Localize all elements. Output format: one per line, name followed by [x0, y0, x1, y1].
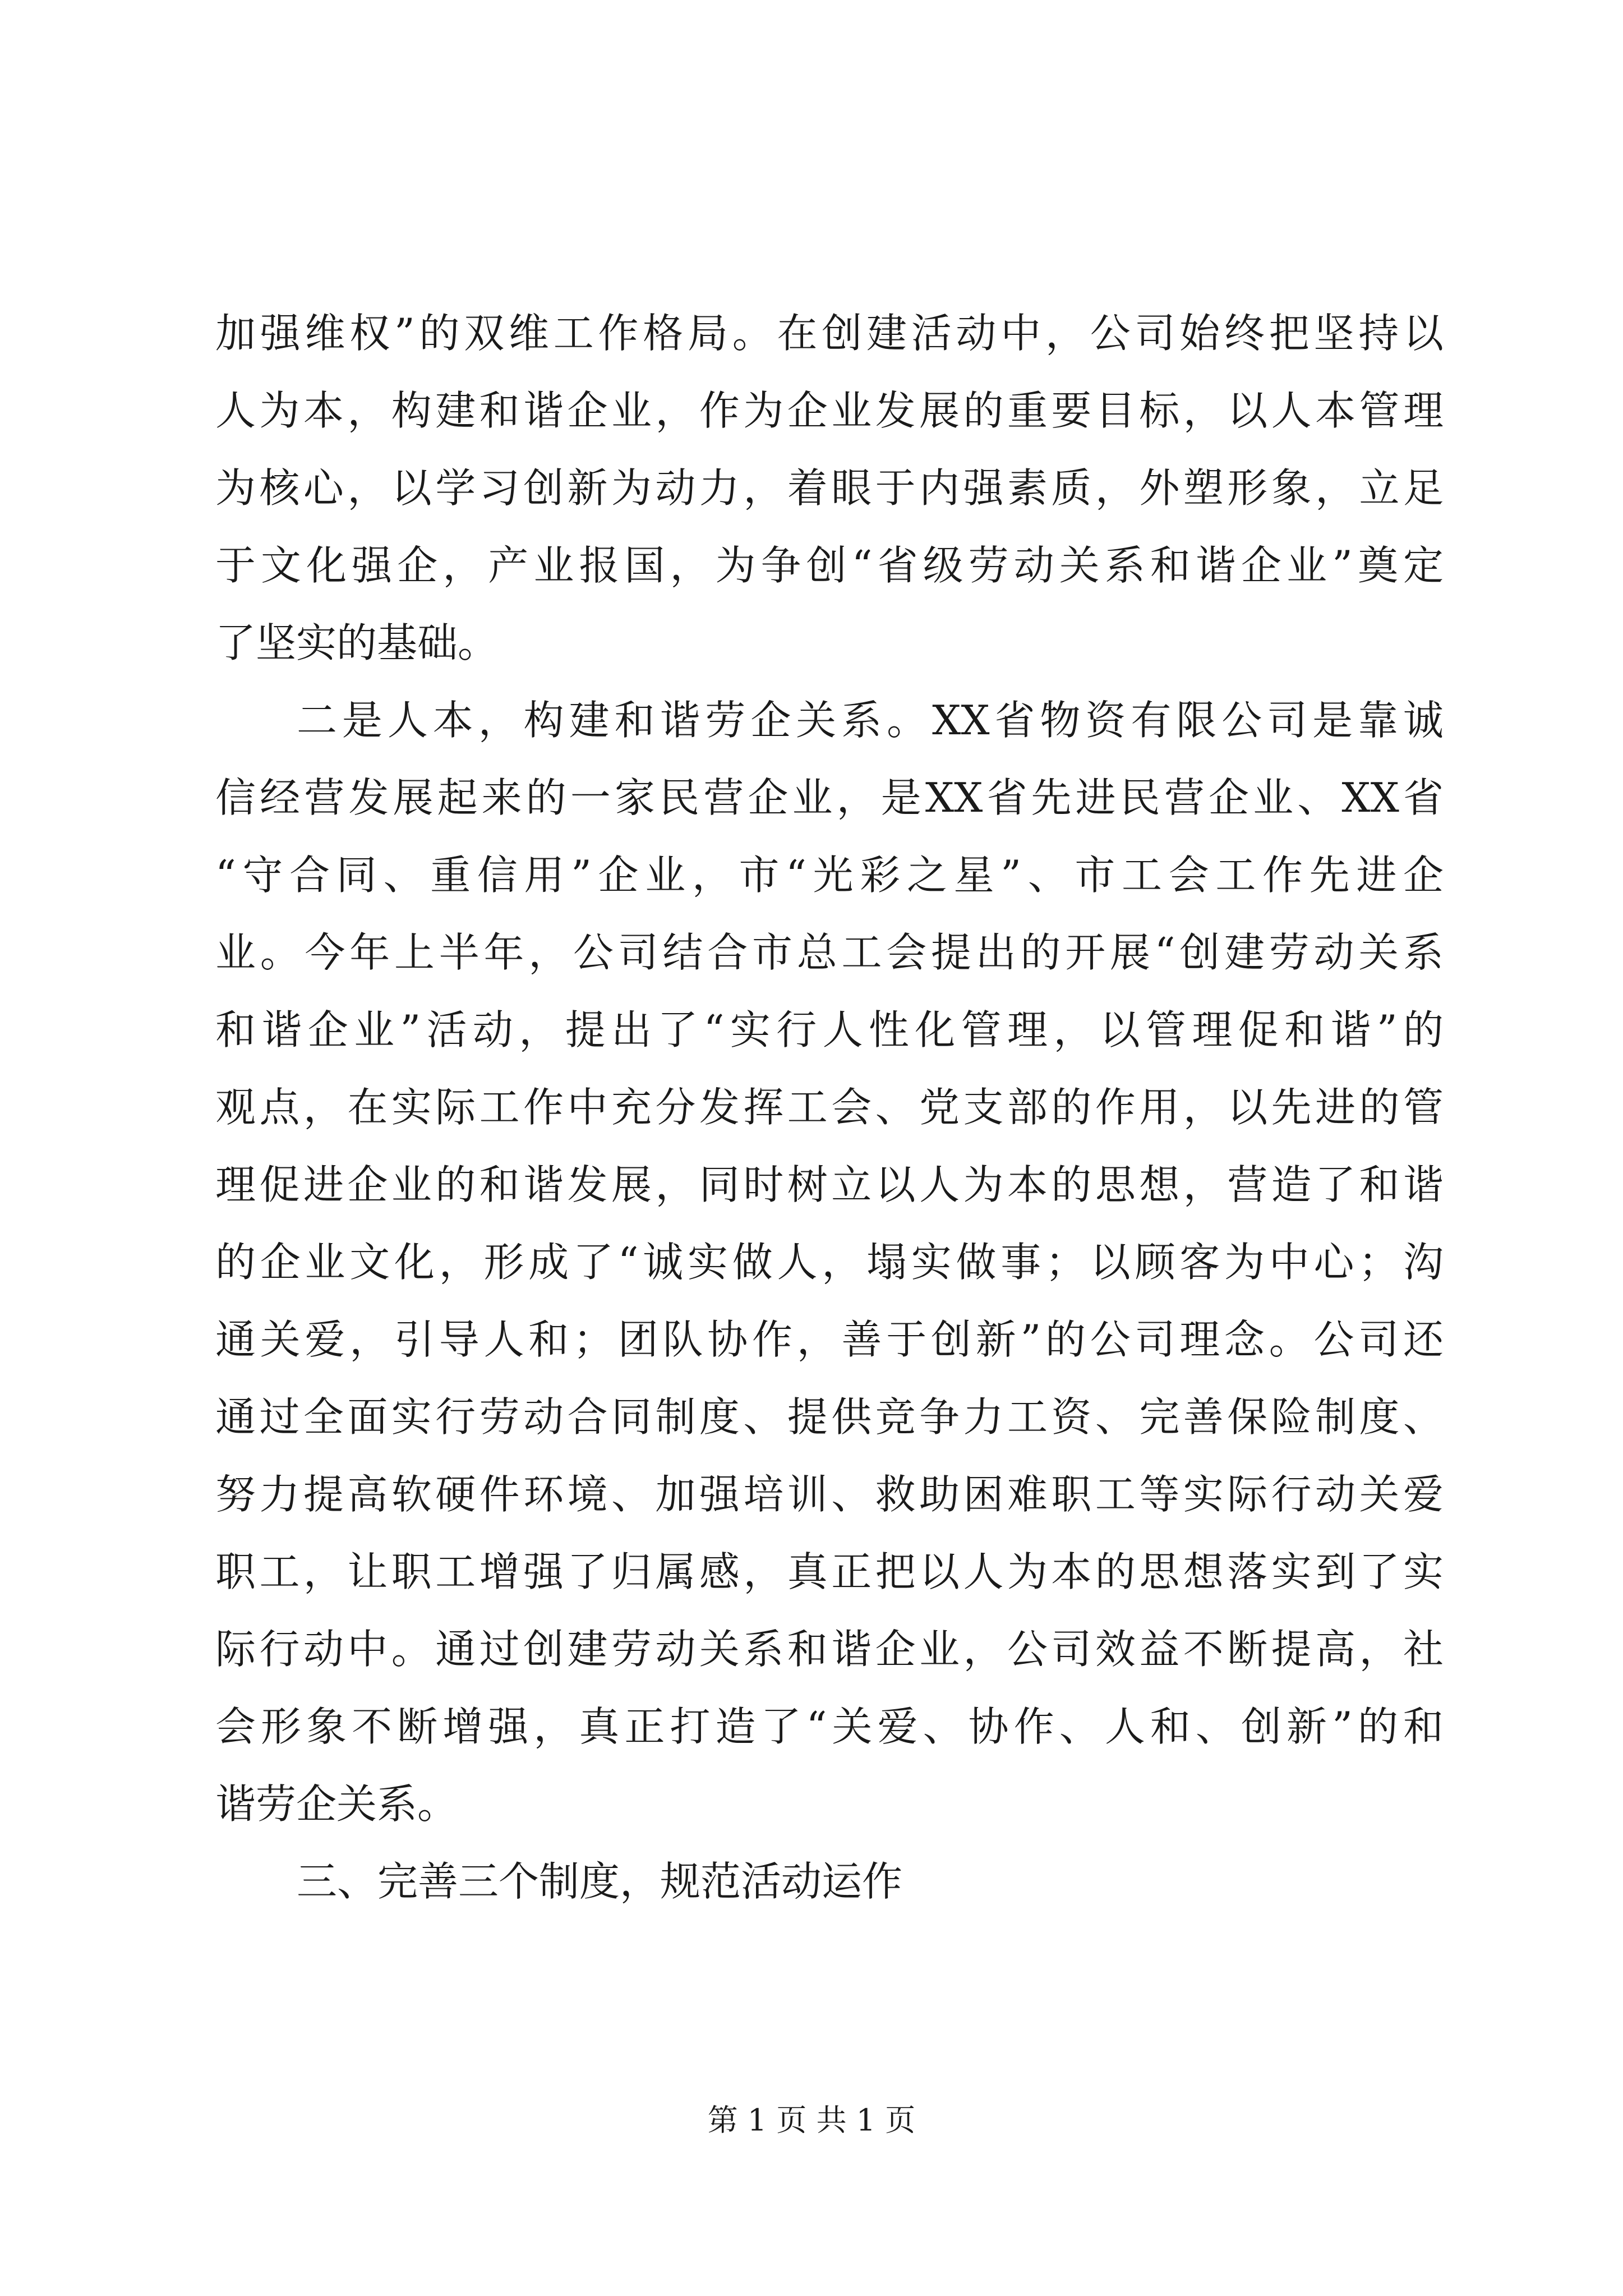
text-line: 加强维权”的双维工作格局。在创建活动中，公司始终把坚持以 [215, 310, 1444, 357]
text-line: 人为本，构建和谐企业，作为企业发展的重要目标，以人本管理 [215, 387, 1444, 434]
text-line: 职工，让职工增强了归属感，真正把以人为本的思想落实到了实 [215, 1548, 1444, 1595]
text-line: “守合同、重信用”企业，市“光彩之星”、市工会工作先进企 [215, 852, 1444, 899]
text-line: 努力提高软硬件环境、加强培训、救助困难职工等实际行动关爱 [215, 1471, 1444, 1518]
text-line: 的企业文化，形成了“诚实做人，塌实做事；以顾客为中心；沟 [215, 1239, 1444, 1286]
page-footer: 第 1 页 共 1 页 [707, 2102, 916, 2138]
text-line: 际行动中。通过创建劳动关系和谐企业，公司效益不断提高，社 [215, 1626, 1444, 1673]
text-line: 观点，在实际工作中充分发挥工会、党支部的作用，以先进的管 [215, 1084, 1444, 1131]
section-heading: 三、完善三个制度，规范活动运作 [297, 1858, 903, 1905]
text-line: 二是人本，构建和谐劳企关系。XX省物资有限公司是靠诚 [297, 697, 1444, 744]
text-line: 理促进企业的和谐发展，同时树立以人为本的思想，营造了和谐 [215, 1161, 1444, 1208]
text-line: 为核心，以学习创新为动力，着眼于内强素质，外塑形象，立足 [215, 464, 1444, 512]
text-line: 信经营发展起来的一家民营企业，是XX省先进民营企业、XX省 [215, 774, 1444, 821]
text-line: 谐劳企关系。 [215, 1780, 458, 1828]
text-line: 通过全面实行劳动合同制度、提供竞争力工资、完善保险制度、 [215, 1393, 1444, 1441]
text-line: 和谐企业”活动，提出了“实行人性化管理，以管理促和谐”的 [215, 1006, 1444, 1053]
text-line: 于文化强企，产业报国，为争创“省级劳动关系和谐企业”奠定 [215, 542, 1444, 589]
text-line: 业。今年上半年，公司结合市总工会提出的开展“创建劳动关系 [215, 929, 1444, 976]
document-body [215, 295, 1444, 1920]
text-line: 了坚实的基础。 [215, 619, 499, 666]
text-line: 通关爱，引导人和；团队协作，善于创新”的公司理念。公司还 [215, 1316, 1444, 1363]
text-line: 会形象不断增强，真正打造了“关爱、协作、人和、创新”的和 [215, 1703, 1444, 1750]
